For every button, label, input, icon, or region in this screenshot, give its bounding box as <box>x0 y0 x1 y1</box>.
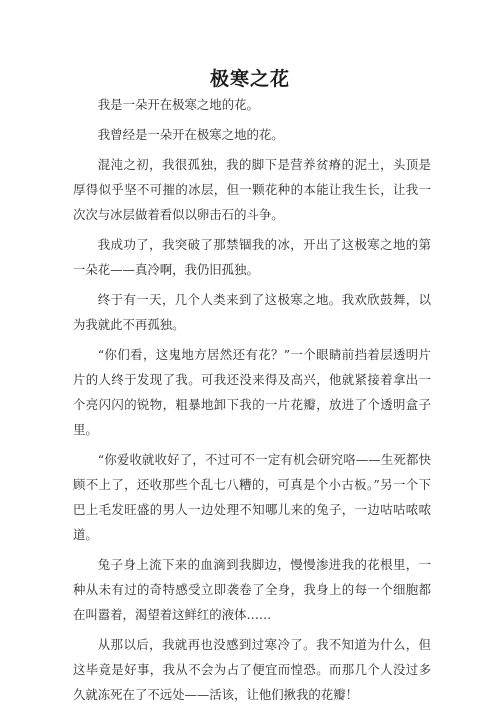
document-body <box>73 92 431 712</box>
paragraph: 终于有一天，几个人类来到了这极寒之地。我欢欣鼓舞，以为我就此不再孤独。 <box>73 292 431 332</box>
paragraph: 混沌之初，我很孤独，我的脚下是营养贫瘠的泥土，头顶是厚得似乎坚不可摧的冰层，但一颗花种的本能让我生长，让我一次次与冰层做着看似以卵击石的斗争。 <box>73 157 431 222</box>
paragraph: 从那以后，我就再也没感到过寒冷了。我不知道为什么，但这毕竟是好事，我从不会为占了便宜而惶恐。而那几个人没过多久就冻死在了不远处——活该，让他们揪我的花瓣！ <box>73 637 431 702</box>
paragraph: 我是一朵开在极寒之地的花。 <box>97 97 259 112</box>
paragraph: 兔子身上流下来的血滴到我脚边，慢慢渗进我的花根里，一种从未有过的奇特感受立即袭卷了全身，我身上的每一个细胞都在叫嚣着，渴望着这鲜红的液体…… <box>73 557 431 622</box>
paragraph: 我成功了，我突破了那禁锢我的冰，开出了这极寒之地的第一朵花——真冷啊，我仍旧孤独。 <box>73 237 431 277</box>
paragraph: “你爱收就收好了，不过可不一定有机会研究咯——生死都快顾不上了，还收那些个乱七八糟的，可真是个小古板。”另一个下巴上毛发旺盛的男人一边处理不知哪儿来的兔子，一边咕咕哝哝道。 <box>73 452 431 542</box>
paragraph: “你们看，这鬼地方居然还有花？”一个眼睛前挡着层透明片片的人终于发现了我。可我还没来得及高兴，他就紧接着拿出一个亮闪闪的锐物，粗暴地卸下我的一片花瓣，放进了个透明盒子里。 <box>73 347 431 437</box>
paragraph: 我曾经是一朵开在极寒之地的花。 <box>97 127 284 142</box>
document-title: 极寒之花 <box>209 68 290 90</box>
